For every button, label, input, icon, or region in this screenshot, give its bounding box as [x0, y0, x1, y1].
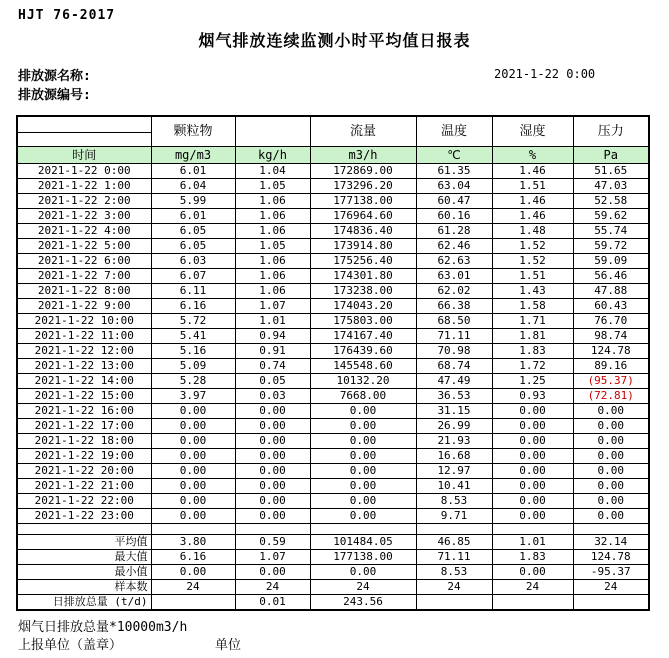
value-cell: 1.52 [492, 254, 573, 269]
value-cell: 0.00 [310, 434, 416, 449]
summary-row [17, 565, 649, 580]
unit-header-cell: m3/h [310, 147, 416, 164]
summary-value: 0.00 [310, 565, 416, 580]
time-cell: 2021-1-22 8:00 [17, 284, 151, 299]
summary-value [416, 595, 492, 611]
summary-value: 0.59 [235, 535, 310, 550]
value-cell: 0.00 [573, 464, 649, 479]
unit-header-cell: mg/m3 [151, 147, 235, 164]
table-row [17, 224, 649, 239]
spacer-cell [151, 524, 235, 535]
value-cell: 0.00 [492, 509, 573, 524]
value-cell: 5.72 [151, 314, 235, 329]
summary-label: 样本数 [17, 580, 151, 595]
summary-value: 1.83 [492, 550, 573, 565]
value-cell: 0.03 [235, 389, 310, 404]
hourly-average-table [16, 115, 650, 611]
value-cell: 0.00 [573, 434, 649, 449]
value-cell: 1.51 [492, 269, 573, 284]
value-cell: 0.00 [492, 464, 573, 479]
summary-value: 0.01 [235, 595, 310, 611]
value-cell: 1.06 [235, 269, 310, 284]
value-cell: 61.28 [416, 224, 492, 239]
value-cell: 177138.00 [310, 194, 416, 209]
value-cell: 1.25 [492, 374, 573, 389]
value-cell: 60.43 [573, 299, 649, 314]
summary-value: 24 [235, 580, 310, 595]
value-cell: 47.03 [573, 179, 649, 194]
value-cell: 76.70 [573, 314, 649, 329]
value-cell: 10.41 [416, 479, 492, 494]
value-cell: 1.06 [235, 209, 310, 224]
summary-row [17, 550, 649, 565]
value-cell: 0.00 [492, 494, 573, 509]
value-cell: 1.07 [235, 299, 310, 314]
value-cell: 176964.60 [310, 209, 416, 224]
value-cell: 0.00 [310, 419, 416, 434]
value-cell: (72.81) [573, 389, 649, 404]
value-cell: 16.68 [416, 449, 492, 464]
time-cell: 2021-1-22 22:00 [17, 494, 151, 509]
summary-value: 101484.05 [310, 535, 416, 550]
time-cell: 2021-1-22 13:00 [17, 359, 151, 374]
value-cell: 61.35 [416, 164, 492, 179]
summary-value: 3.80 [151, 535, 235, 550]
table-row [17, 389, 649, 404]
spacer-row [17, 524, 649, 535]
table-row [17, 434, 649, 449]
time-header-cell: 时间 [17, 147, 151, 164]
value-cell: 174301.80 [310, 269, 416, 284]
table-row [17, 284, 649, 299]
value-cell: 60.16 [416, 209, 492, 224]
value-cell: 10132.20 [310, 374, 416, 389]
value-cell: 1.05 [235, 239, 310, 254]
report-table-wrapper [16, 115, 650, 611]
time-cell: 2021-1-22 12:00 [17, 344, 151, 359]
value-cell: 0.00 [492, 434, 573, 449]
time-cell: 2021-1-22 14:00 [17, 374, 151, 389]
value-cell: 0.00 [310, 449, 416, 464]
table-row [17, 164, 649, 179]
value-cell: 68.50 [416, 314, 492, 329]
value-cell: 36.53 [416, 389, 492, 404]
group-header-cell: 流量 [310, 116, 416, 147]
table-body [17, 164, 649, 611]
spacer-cell [573, 524, 649, 535]
summary-value: 24 [151, 580, 235, 595]
value-cell: 0.00 [235, 449, 310, 464]
value-cell: 0.00 [492, 419, 573, 434]
group-header-cell: 颗粒物 [151, 116, 235, 147]
value-cell: 0.00 [310, 404, 416, 419]
table-row [17, 269, 649, 284]
value-cell: 5.99 [151, 194, 235, 209]
summary-value: 24 [416, 580, 492, 595]
value-cell: 21.93 [416, 434, 492, 449]
value-cell: 70.98 [416, 344, 492, 359]
value-cell: 172869.00 [310, 164, 416, 179]
spacer-cell [310, 524, 416, 535]
value-cell: 5.09 [151, 359, 235, 374]
value-cell: 89.16 [573, 359, 649, 374]
value-cell: 6.07 [151, 269, 235, 284]
source-id-label: 排放源编号: [18, 88, 91, 103]
value-cell: 1.51 [492, 179, 573, 194]
value-cell: 0.00 [151, 494, 235, 509]
value-cell: 0.00 [151, 464, 235, 479]
value-cell: 1.58 [492, 299, 573, 314]
time-cell: 2021-1-22 15:00 [17, 389, 151, 404]
summary-label: 平均值 [17, 535, 151, 550]
value-cell: 26.99 [416, 419, 492, 434]
value-cell: 6.01 [151, 164, 235, 179]
time-cell: 2021-1-22 10:00 [17, 314, 151, 329]
summary-value: 24 [573, 580, 649, 595]
unit-header-row [17, 147, 649, 164]
value-cell: 71.11 [416, 329, 492, 344]
time-cell: 2021-1-22 23:00 [17, 509, 151, 524]
summary-value [151, 595, 235, 611]
summary-value: 1.07 [235, 550, 310, 565]
summary-value [573, 595, 649, 611]
value-cell: 56.46 [573, 269, 649, 284]
time-cell: 2021-1-22 9:00 [17, 299, 151, 314]
value-cell: 0.93 [492, 389, 573, 404]
value-cell: 55.74 [573, 224, 649, 239]
time-group-cell [17, 116, 151, 147]
value-cell: 1.06 [235, 254, 310, 269]
value-cell: 0.00 [235, 404, 310, 419]
value-cell: 1.04 [235, 164, 310, 179]
value-cell: 0.00 [310, 464, 416, 479]
value-cell: 0.00 [235, 509, 310, 524]
value-cell: 0.00 [235, 464, 310, 479]
time-cell: 2021-1-22 16:00 [17, 404, 151, 419]
summary-row [17, 580, 649, 595]
table-row [17, 314, 649, 329]
value-cell: 1.52 [492, 239, 573, 254]
value-cell: 98.74 [573, 329, 649, 344]
table-row [17, 509, 649, 524]
table-row [17, 374, 649, 389]
summary-value: 71.11 [416, 550, 492, 565]
value-cell: 0.00 [310, 494, 416, 509]
value-cell: 0.00 [573, 509, 649, 524]
time-cell: 2021-1-22 3:00 [17, 209, 151, 224]
value-cell: 175256.40 [310, 254, 416, 269]
time-cell: 2021-1-22 18:00 [17, 434, 151, 449]
value-cell: 1.81 [492, 329, 573, 344]
value-cell: 0.00 [235, 479, 310, 494]
value-cell: 5.41 [151, 329, 235, 344]
time-cell: 2021-1-22 17:00 [17, 419, 151, 434]
value-cell: 0.74 [235, 359, 310, 374]
spacer-cell [492, 524, 573, 535]
spacer-cell [17, 524, 151, 535]
value-cell: 1.72 [492, 359, 573, 374]
value-cell: 0.00 [573, 479, 649, 494]
summary-value: 46.85 [416, 535, 492, 550]
value-cell: 1.46 [492, 209, 573, 224]
summary-value: 177138.00 [310, 550, 416, 565]
standard-code: HJT 76-2017 [18, 8, 116, 23]
table-row [17, 449, 649, 464]
unit-header-cell: % [492, 147, 573, 164]
summary-value: 24 [310, 580, 416, 595]
value-cell: (95.37) [573, 374, 649, 389]
table-row [17, 239, 649, 254]
value-cell: 1.06 [235, 284, 310, 299]
value-cell: 6.05 [151, 224, 235, 239]
value-cell: 7668.00 [310, 389, 416, 404]
value-cell: 31.15 [416, 404, 492, 419]
value-cell: 1.06 [235, 224, 310, 239]
value-cell: 47.49 [416, 374, 492, 389]
value-cell: 47.88 [573, 284, 649, 299]
source-name-label: 排放源名称: [18, 69, 91, 84]
value-cell: 8.53 [416, 494, 492, 509]
value-cell: 9.71 [416, 509, 492, 524]
value-cell: 6.11 [151, 284, 235, 299]
value-cell: 0.00 [573, 494, 649, 509]
value-cell: 6.01 [151, 209, 235, 224]
value-cell: 0.00 [151, 449, 235, 464]
value-cell: 52.58 [573, 194, 649, 209]
value-cell: 63.04 [416, 179, 492, 194]
value-cell: 0.00 [235, 494, 310, 509]
value-cell: 5.28 [151, 374, 235, 389]
value-cell: 59.72 [573, 239, 649, 254]
table-head [17, 116, 649, 164]
value-cell: 0.00 [492, 404, 573, 419]
group-header-cell: 温度 [416, 116, 492, 147]
value-cell: 63.01 [416, 269, 492, 284]
value-cell: 0.00 [310, 479, 416, 494]
value-cell: 174167.40 [310, 329, 416, 344]
table-row [17, 404, 649, 419]
value-cell: 176439.60 [310, 344, 416, 359]
value-cell: 59.62 [573, 209, 649, 224]
value-cell: 3.97 [151, 389, 235, 404]
value-cell: 1.05 [235, 179, 310, 194]
value-cell: 66.38 [416, 299, 492, 314]
report-unit-label: 上报单位（盖章） [18, 638, 123, 653]
page-title: 烟气排放连续监测小时平均值日报表 [198, 31, 471, 50]
summary-value: 1.01 [492, 535, 573, 550]
group-header-cell: 压力 [573, 116, 649, 147]
group-header-cell [235, 116, 310, 147]
table-row [17, 179, 649, 194]
value-cell: 6.03 [151, 254, 235, 269]
value-cell: 174836.40 [310, 224, 416, 239]
value-cell: 0.00 [151, 479, 235, 494]
report-datetime: 2021-1-22 0:00 [494, 67, 596, 81]
spacer-cell [235, 524, 310, 535]
value-cell: 0.94 [235, 329, 310, 344]
unit-header-cell: kg/h [235, 147, 310, 164]
value-cell: 0.00 [573, 419, 649, 434]
time-cell: 2021-1-22 11:00 [17, 329, 151, 344]
table-row [17, 494, 649, 509]
value-cell: 1.43 [492, 284, 573, 299]
table-row [17, 194, 649, 209]
table-row [17, 299, 649, 314]
value-cell: 5.16 [151, 344, 235, 359]
table-row [17, 359, 649, 374]
spacer-cell [416, 524, 492, 535]
time-cell: 2021-1-22 19:00 [17, 449, 151, 464]
summary-label: 最小值 [17, 565, 151, 580]
value-cell: 0.00 [492, 479, 573, 494]
group-header-cell: 湿度 [492, 116, 573, 147]
value-cell: 173296.20 [310, 179, 416, 194]
summary-label: 最大值 [17, 550, 151, 565]
value-cell: 0.05 [235, 374, 310, 389]
table-row [17, 209, 649, 224]
summary-value: 24 [492, 580, 573, 595]
value-cell: 6.05 [151, 239, 235, 254]
summary-value: 124.78 [573, 550, 649, 565]
time-cell: 2021-1-22 7:00 [17, 269, 151, 284]
footer-note: 烟气日排放总量*10000m3/h [18, 620, 188, 635]
unit-label: 单位 [215, 638, 242, 653]
value-cell: 0.00 [573, 404, 649, 419]
time-cell: 2021-1-22 20:00 [17, 464, 151, 479]
table-row [17, 329, 649, 344]
table-row [17, 479, 649, 494]
value-cell: 68.74 [416, 359, 492, 374]
value-cell: 60.47 [416, 194, 492, 209]
value-cell: 1.06 [235, 194, 310, 209]
time-cell: 2021-1-22 5:00 [17, 239, 151, 254]
value-cell: 0.00 [492, 449, 573, 464]
value-cell: 51.65 [573, 164, 649, 179]
time-cell: 2021-1-22 6:00 [17, 254, 151, 269]
value-cell: 0.00 [235, 419, 310, 434]
value-cell: 173238.00 [310, 284, 416, 299]
value-cell: 6.16 [151, 299, 235, 314]
time-cell: 2021-1-22 4:00 [17, 224, 151, 239]
value-cell: 0.00 [151, 434, 235, 449]
summary-row [17, 595, 649, 611]
value-cell: 1.46 [492, 194, 573, 209]
header-split-line [18, 132, 151, 133]
summary-value [492, 595, 573, 611]
unit-header-cell: Pa [573, 147, 649, 164]
value-cell: 62.46 [416, 239, 492, 254]
value-cell: 0.00 [573, 449, 649, 464]
summary-value: 243.56 [310, 595, 416, 611]
value-cell: 12.97 [416, 464, 492, 479]
group-header-row [17, 116, 649, 147]
summary-row [17, 535, 649, 550]
value-cell: 62.63 [416, 254, 492, 269]
summary-value: 0.00 [151, 565, 235, 580]
value-cell: 175803.00 [310, 314, 416, 329]
table-row [17, 464, 649, 479]
unit-header-cell: ℃ [416, 147, 492, 164]
summary-value: -95.37 [573, 565, 649, 580]
value-cell: 6.04 [151, 179, 235, 194]
value-cell: 0.00 [310, 509, 416, 524]
time-cell: 2021-1-22 21:00 [17, 479, 151, 494]
value-cell: 0.00 [151, 419, 235, 434]
time-cell: 2021-1-22 1:00 [17, 179, 151, 194]
summary-value: 0.00 [235, 565, 310, 580]
summary-label: 日排放总量 (t/d) [17, 595, 151, 611]
value-cell: 145548.60 [310, 359, 416, 374]
value-cell: 1.01 [235, 314, 310, 329]
table-row [17, 254, 649, 269]
time-cell: 2021-1-22 0:00 [17, 164, 151, 179]
value-cell: 0.00 [235, 434, 310, 449]
summary-value: 32.14 [573, 535, 649, 550]
summary-value: 6.16 [151, 550, 235, 565]
value-cell: 62.02 [416, 284, 492, 299]
value-cell: 1.48 [492, 224, 573, 239]
summary-value: 0.00 [492, 565, 573, 580]
time-cell: 2021-1-22 2:00 [17, 194, 151, 209]
value-cell: 59.09 [573, 254, 649, 269]
value-cell: 1.83 [492, 344, 573, 359]
value-cell: 0.00 [151, 509, 235, 524]
value-cell: 174043.20 [310, 299, 416, 314]
summary-value: 8.53 [416, 565, 492, 580]
value-cell: 124.78 [573, 344, 649, 359]
value-cell: 0.91 [235, 344, 310, 359]
table-row [17, 419, 649, 434]
value-cell: 1.46 [492, 164, 573, 179]
table-row [17, 344, 649, 359]
value-cell: 1.71 [492, 314, 573, 329]
value-cell: 173914.80 [310, 239, 416, 254]
value-cell: 0.00 [151, 404, 235, 419]
